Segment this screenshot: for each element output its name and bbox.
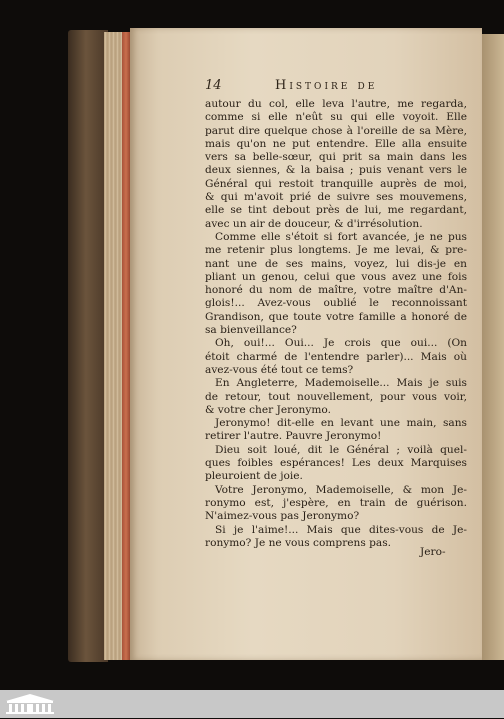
text-line: nant une de ses mains, voyez, lui dis-je en <box>205 257 467 270</box>
text-line: me retenir plus longtems. Je me levai, & pre- <box>205 244 467 257</box>
text-line: Grandison, que toute votre famille a honoré de <box>205 310 467 323</box>
text-line: avec un air de douceur, & d'irrésolution. <box>205 217 423 230</box>
page-number: 14 <box>205 78 222 93</box>
text-line: Oh, oui!... Oui... Je crois que oui... (On <box>215 337 467 350</box>
text-line: honoré du nom de maître, votre maître d'An- <box>205 284 467 297</box>
text-line: mais qu'on ne put entendre. Elle alla ensuite <box>205 137 467 150</box>
page-header <box>205 78 467 98</box>
text-line: retirer l'autre. Pauvre Jeronymo! <box>205 430 382 443</box>
text-line: Votre Jeronymo, Mademoiselle, & mon Je- <box>215 483 467 496</box>
text-line: Comme elle s'étoit si fort avancée, je ne pus <box>215 230 467 243</box>
red-gilt-edge <box>122 32 130 660</box>
text-line: pliant un genou, celui que vous avez une fois <box>205 270 467 283</box>
text-line: pleuroient de joie. <box>205 470 303 483</box>
text-line: En Angleterre, Mademoiselle... Mais je suis <box>215 377 467 390</box>
text-line: & qui m'avoit prié de suivre ses mouvemens, <box>205 191 467 204</box>
page-body-text <box>205 98 467 550</box>
text-line: de retour, tout nouvellement, pour vous voir, <box>205 390 467 403</box>
text-line: Si je l'aime!... Mais que dites-vous de Je- <box>215 523 467 536</box>
viewer-footer-bar <box>0 690 504 718</box>
text-line: glois!... Avez-vous oublié le reconnoissant <box>205 297 467 310</box>
text-line: autour du col, elle leva l'autre, me regarda, <box>205 98 467 110</box>
text-line: Jeronymo! dit-elle en levant une main, sans <box>215 417 467 430</box>
text-line: avez-vous été tout ce tems? <box>205 363 354 376</box>
text-line: N'aimez-vous pas Jeronymo? <box>205 510 360 523</box>
text-line: étoit charmé de l'entendre parler)... Mais où <box>205 350 467 363</box>
text-line: comme si elle n'eût su qui elle voyoit. Elle <box>205 111 467 124</box>
text-line: ques foibles espérances! Les deux Marquises <box>205 457 467 470</box>
text-line: & votre cher Jeronymo. <box>205 403 331 416</box>
text-line: Dieu soit loué, dit le Général ; voilà quel- <box>215 443 467 456</box>
catchword: Jero- <box>420 546 446 558</box>
text-line: vers sa belle-sœur, qui prit sa main dans les <box>205 151 467 164</box>
running-title: Histoire de <box>275 78 378 93</box>
text-line: Général qui restoit tranquille auprès de moi, <box>205 177 467 190</box>
library-building-icon <box>4 693 56 719</box>
text-line: ronymo est, j'espère, en train de guérison. <box>205 496 467 509</box>
book-cover-edge <box>68 30 108 662</box>
text-line: sa bienveillance? <box>205 324 297 337</box>
text-line: parut dire quelque chose à l'oreille de sa Mère, <box>205 124 467 137</box>
text-line: deux siennes, & la baisa ; puis venant vers le <box>205 164 467 177</box>
text-line: elle se tint debout près de lui, me regardant, <box>205 204 467 217</box>
text-line: ronymo? Je ne vous comprens pas. <box>205 536 392 549</box>
facing-page-edge <box>482 34 504 660</box>
